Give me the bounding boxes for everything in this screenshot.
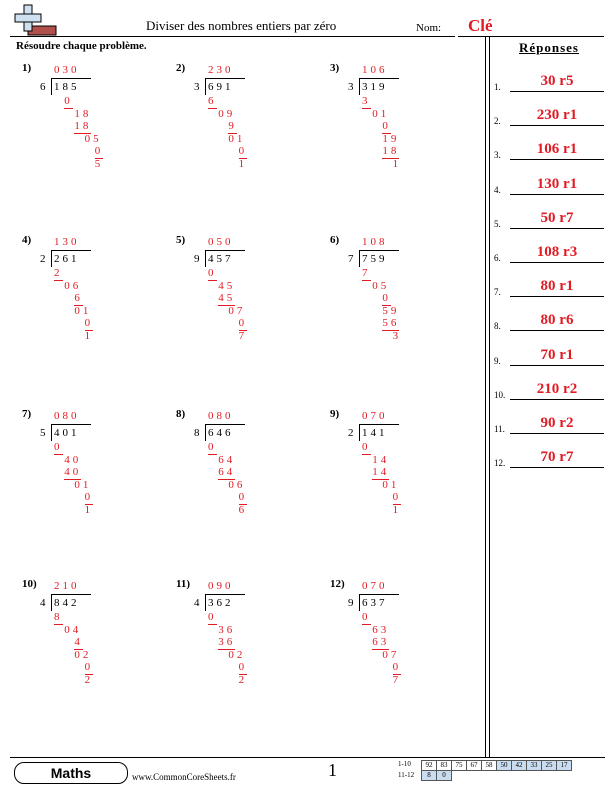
work-step: 2 [84,673,94,686]
dividend: 646 [208,427,234,439]
instructions: Résoudre chaque problème. [16,40,147,52]
problem [330,62,440,212]
work-step: 01 [74,478,92,491]
subject-badge: Maths [14,762,128,784]
score-spacer [512,771,527,781]
work-step: 02 [228,648,246,661]
work-step: 0 [208,611,217,623]
work-step: 06 [228,478,246,491]
page-number: 1 [328,760,337,780]
answer-value: 106 r1 [536,141,578,158]
work-step: 0 [94,145,104,157]
answer-row [494,72,604,92]
dividend: 759 [362,253,388,265]
work-step: 9 [228,120,237,132]
work-step: 0 [84,661,94,673]
problem-number: 8) [176,408,186,420]
problem [176,234,286,384]
problem [330,234,440,384]
work-step: 01 [372,107,390,120]
divisor: 8 [194,427,203,439]
score-cell: 8 [422,771,437,781]
answer-row [494,380,604,400]
dividend: 141 [362,427,388,439]
problem-number: 2) [176,62,186,74]
page-title: Diviser des nombres entiers par zéro [146,18,337,33]
score-spacer [497,771,512,781]
work-step: 09 [218,107,236,120]
problem [176,408,286,558]
work-step: 5 [94,157,104,170]
work-step: 0 [238,491,248,503]
name-label: Nom: [416,22,442,34]
divisor: 9 [194,253,203,265]
work-step: 0 [362,611,371,623]
dividend: 319 [362,81,388,93]
work-step: 05 [84,132,102,145]
work-step: 01 [74,304,92,317]
work-step: 0 [208,441,217,453]
problem [22,578,132,728]
problem [22,408,132,558]
quotient: 090 [208,580,234,592]
answer-number: 12. [494,458,506,469]
answer-number: 1. [494,82,501,92]
divisor: 3 [194,81,203,93]
work-step: 19 [382,132,400,145]
answer-line [510,125,604,126]
work-step: 1 [84,329,94,342]
work-step: 0 [84,317,94,329]
score-spacer [482,771,497,781]
answer-value: 80 r1 [540,278,574,295]
work-step: 36 [218,623,236,636]
work-step: 0 [382,292,391,304]
score-cell: 33 [527,761,542,771]
answer-row [494,448,604,468]
work-step: 0 [382,120,391,132]
divisor: 7 [348,253,357,265]
dividend: 457 [208,253,234,265]
work-step: 1 [392,503,402,516]
answer-row [494,243,604,263]
work-step: 0 [238,145,248,157]
quotient: 106 [362,64,388,76]
score-spacer [527,771,542,781]
quotient: 070 [362,410,388,422]
score-cell: 0 [437,771,452,781]
score-row [422,771,572,781]
score-spacer [542,771,557,781]
answer-number: 11. [494,424,505,434]
quotient: 230 [208,64,234,76]
answer-row [494,209,604,229]
score-cell: 75 [452,761,467,771]
work-step: 45 [218,292,236,304]
dividend: 261 [54,253,80,265]
score-cell: 42 [512,761,527,771]
work-step: 0 [238,661,248,673]
problem-number: 10) [22,578,37,590]
score-row1-label: 1-10 [398,760,411,768]
work-step: 59 [382,304,400,317]
work-step: 4 [74,636,83,648]
answer-line [510,399,604,400]
work-step: 01 [382,478,400,491]
answer-value: 30 r5 [540,73,574,89]
work-step: 6 [208,95,217,107]
work-step: 2 [54,267,63,279]
answer-row [494,346,604,366]
quotient: 030 [54,64,80,76]
answer-number: 2. [494,116,501,127]
work-step: 3 [392,329,402,342]
answer-value: 70 r1 [540,346,574,363]
answer-line [510,330,604,331]
divisor: 4 [194,597,203,609]
problem-number: 1) [22,62,32,74]
problem-number: 11) [176,578,191,590]
problem [176,62,286,212]
score-cell: 92 [422,761,437,771]
work-step: 07 [382,648,400,661]
work-step: 07 [228,304,246,317]
dividend: 185 [54,81,80,93]
answer-number: 5. [494,218,501,229]
answer-value: 90 r2 [540,415,574,431]
score-row2-label: 11-12 [398,771,415,779]
work-step: 06 [64,279,82,292]
score-cell: 67 [467,761,482,771]
quotient: 070 [362,580,388,592]
divisor: 2 [348,427,357,439]
divisor: 5 [40,427,49,439]
answer-row [494,106,604,126]
problem-number: 9) [330,408,340,420]
answer-line [510,467,604,468]
work-step: 64 [218,453,236,466]
problem [176,578,286,728]
score-spacer [557,771,572,781]
answer-value: 70 r7 [540,449,574,466]
problem-number: 7) [22,408,32,420]
answer-line [510,159,604,160]
dividend: 842 [54,597,80,609]
quotient: 108 [362,236,388,248]
work-step: 36 [218,636,236,648]
answer-number: 3. [494,150,501,161]
score-table [421,760,572,781]
score-spacer [452,771,467,781]
work-step: 0 [84,491,94,503]
website-link[interactable]: www.CommonCoreSheets.fr [132,772,236,782]
answer-number: 4. [494,184,501,195]
work-step: 1 [392,157,402,170]
footer-rule [10,757,605,758]
work-step: 56 [382,317,400,329]
answer-line [510,296,604,297]
work-step: 0 [64,95,73,107]
work-step: 18 [382,145,400,157]
problem [22,234,132,384]
answer-value: 108 r3 [536,244,578,260]
dividend: 362 [208,597,234,609]
work-step: 7 [362,267,371,279]
answer-number: 9. [494,355,501,366]
dividend: 401 [54,427,80,439]
work-step: 3 [362,95,371,107]
problem [22,62,132,212]
score-spacer [467,771,482,781]
work-step: 0 [238,317,248,329]
problem-number: 12) [330,578,345,590]
answer-line [510,262,604,263]
answer-value: 230 r1 [536,107,578,124]
answer-value: 130 r1 [536,175,578,192]
work-step: 45 [218,279,236,292]
score-cell: 50 [497,761,512,771]
quotient: 080 [208,410,234,422]
quotient: 210 [54,580,80,592]
answer-number: 10. [494,389,506,400]
score-cell: 17 [557,761,572,771]
work-step: 7 [392,673,402,686]
work-step: 1 [238,157,248,170]
name-value: Clé [468,16,493,35]
answer-line [510,91,604,92]
answer-line [510,365,604,366]
divisor: 9 [348,597,357,609]
score-row [422,761,572,771]
work-step: 0 [208,267,217,279]
work-step: 04 [64,623,82,636]
name-line [458,36,604,37]
logo-icon [14,4,58,38]
work-step: 6 [74,292,83,304]
divisor: 2 [40,253,49,265]
problem [330,408,440,558]
score-cell: 58 [482,761,497,771]
answer-value: 50 r7 [540,209,574,226]
answer-row [494,175,604,195]
answer-value: 80 r6 [540,312,574,329]
quotient: 050 [208,236,234,248]
answer-row [494,414,604,434]
answer-row [494,311,604,331]
answer-row [494,277,604,297]
divisor: 3 [348,81,357,93]
work-step: 0 [362,441,371,453]
problem-number: 6) [330,234,340,246]
answer-row [494,140,604,160]
score-cell: 83 [437,761,452,771]
answer-number: 8. [494,321,501,332]
work-step: 8 [54,611,63,623]
answer-value: 210 r2 [536,380,578,397]
work-step: 01 [228,132,246,145]
work-step: 1 [84,503,94,516]
answer-number: 6. [494,253,501,263]
answer-line [510,194,604,195]
work-step: 05 [372,279,390,292]
quotient: 080 [54,410,80,422]
answers-header: Réponses [518,40,579,55]
answer-line [510,228,604,229]
problem-number: 3) [330,62,340,74]
problem-number: 4) [22,234,32,246]
work-step: 6 [238,503,248,516]
work-step: 40 [64,466,82,478]
work-step: 14 [372,466,390,478]
work-step: 2 [238,673,248,686]
answer-line [510,433,604,434]
dividend: 691 [208,81,234,93]
work-step: 14 [372,453,390,466]
work-step: 40 [64,453,82,466]
score-cell: 25 [542,761,557,771]
work-step: 18 [74,120,92,132]
problem-number: 5) [176,234,186,246]
dividend: 637 [362,597,388,609]
work-step: 02 [74,648,92,661]
work-step: 63 [372,636,390,648]
problem [330,578,440,728]
header-rule [10,36,455,37]
work-step: 63 [372,623,390,636]
divisor: 4 [40,597,49,609]
work-step: 0 [54,441,63,453]
work-step: 18 [74,107,92,120]
work-step: 0 [392,491,402,503]
answer-divider [489,37,490,757]
quotient: 130 [54,236,80,248]
work-step: 64 [218,466,236,478]
work-step: 7 [238,329,248,342]
answer-number: 7. [494,287,501,298]
work-step: 0 [392,661,402,673]
divisor: 6 [40,81,49,93]
answer-divider [485,37,486,757]
